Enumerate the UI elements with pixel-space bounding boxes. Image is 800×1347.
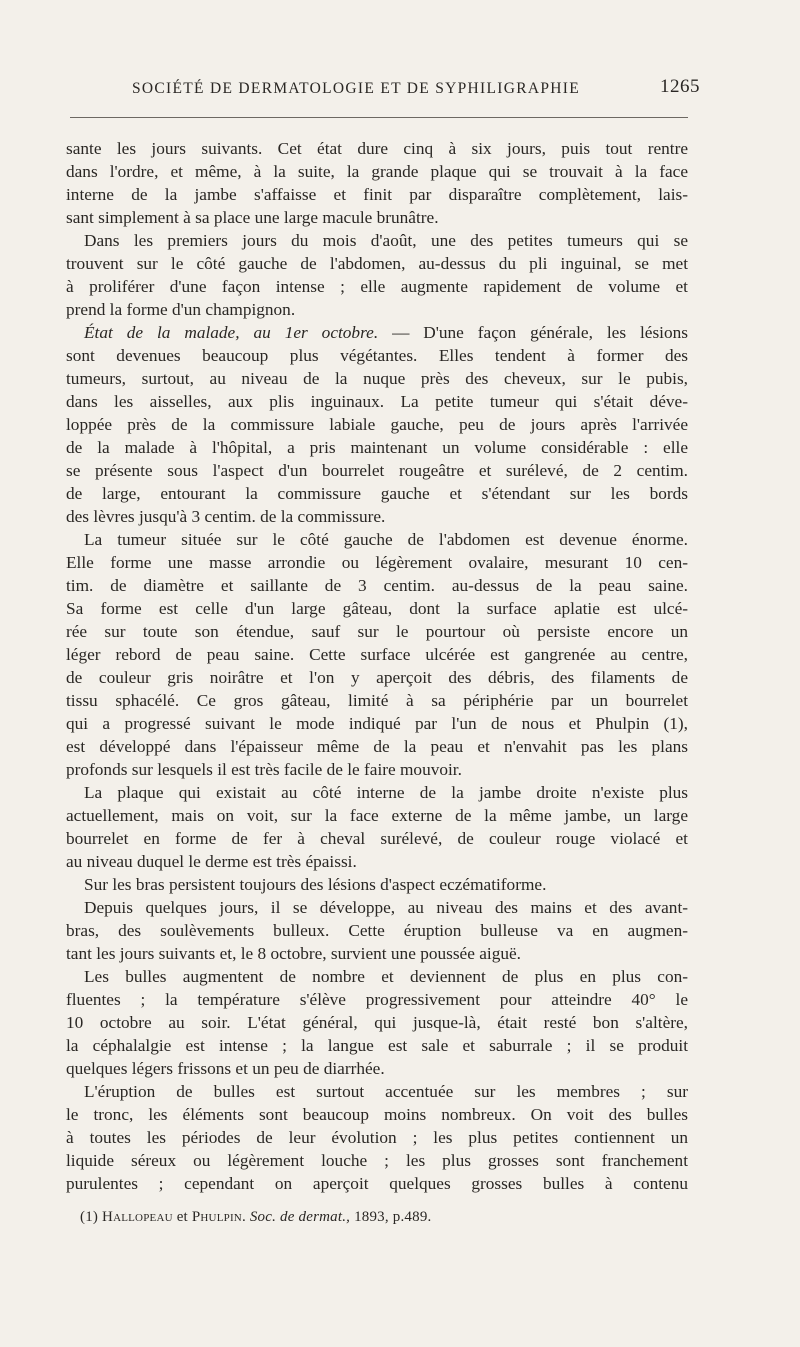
text-line: bras, des soulèvements bulleux. Cette éruption bulleuse va en augmen- (66, 921, 688, 940)
text-line: de couleur gris noirâtre et l'on y aperçoit des débris, des filaments de (66, 668, 688, 687)
footnote-author-1: Hallopeau (102, 1209, 173, 1225)
body-text (66, 137, 688, 1195)
text-line (66, 321, 688, 344)
text-line: rée sur toute son étendue, sauf sur le pourtour où persiste encore un (66, 622, 688, 641)
text-line: actuellement, mais on voit, sur la face externe de la même jambe, un large (66, 806, 688, 825)
text-line: L'éruption de bulles est surtout accentuée sur les membres ; sur (84, 1082, 688, 1101)
text-line: liquide séreux ou légèrement louche ; les plus grosses sont franchement (66, 1151, 688, 1170)
footnote-marker: (1) (80, 1209, 99, 1225)
text-line: prend la forme d'un champignon. (66, 300, 296, 319)
text-line: fluentes ; la température s'élève progressivement pour atteindre 40° le (66, 990, 688, 1009)
text-line: dans l'ordre, et même, à la suite, la grande plaque qui se trouvait à la face (66, 162, 688, 181)
text-line: tissu sphacélé. Ce gros gâteau, limité à sa périphérie par un bourrelet (66, 691, 688, 710)
text-line: trouvent sur le côté gauche de l'abdomen, au-dessus du pli inguinal, se met (66, 254, 688, 273)
italic-heading: État de la malade, au 1er octobre. (84, 323, 379, 342)
text-line: est développé dans l'épaisseur même de la peau et n'envahit pas les plans (66, 737, 688, 756)
running-header (66, 74, 700, 104)
text-line: 10 octobre au soir. L'état général, qui jusque-là, était resté bon s'altère, (66, 1013, 688, 1032)
text-line: tumeurs, surtout, au niveau de la nuque près des cheveux, sur le pubis, (66, 369, 688, 388)
footnote-conjunction: et (176, 1209, 188, 1225)
text-line: profonds sur lesquels il est très facile de le faire mouvoir. (66, 760, 462, 779)
text-line: de large, entourant la commissure gauche et s'étendant sur les bords (66, 484, 688, 503)
footnote-journal: Soc. de dermat., (249, 1209, 351, 1225)
text-line: à toutes les périodes de leur évolution ; les plus petites contiennent un (66, 1128, 688, 1147)
footnote (80, 1209, 431, 1226)
text-line: de la malade à l'hôpital, a pris maintenant un volume considérable : elle (66, 438, 688, 457)
text-line: se présente sous l'aspect d'un bourrelet rougeâtre et surélevé, de 2 centim. (66, 461, 688, 480)
footnote-reference: 1893, p.489. (354, 1209, 432, 1225)
text-line: Les bulles augmentent de nombre et deviennent de plus en plus con- (84, 967, 688, 986)
text-line: qui a progressé suivant le mode indiqué par l'un de nous et Phulpin (1), (66, 714, 688, 733)
text-line: quelques légers frissons et un peu de diarrhée. (66, 1059, 385, 1078)
text-line: dans les aisselles, aux plis inguinaux. La petite tumeur qui s'était déve- (66, 392, 688, 411)
header-rule (70, 117, 688, 118)
text-line: interne de la jambe s'affaisse et finit par disparaître complètement, lais- (66, 185, 688, 204)
text-line: purulentes ; cependant on aperçoit quelques grosses bulles à contenu (66, 1174, 688, 1193)
text-line: La plaque qui existait au côté interne de la jambe droite n'existe plus (84, 783, 688, 802)
text-line: Sa forme est celle d'un large gâteau, dont la surface aplatie est ulcé- (66, 599, 688, 618)
text-line: La tumeur située sur le côté gauche de l'abdomen est devenue énorme. (84, 530, 688, 549)
text-line: sont devenues beaucoup plus végétantes. Elles tendent à former des (66, 346, 688, 365)
footnote-author-2: Phulpin. (191, 1209, 246, 1225)
text-line: des lèvres jusqu'à 3 centim. de la commissure. (66, 507, 386, 526)
text-line: à proliférer d'une façon intense ; elle augmente rapidement de volume et (66, 277, 688, 296)
running-title: SOCIÉTÉ DE DERMATOLOGIE ET DE SYPHILIGRAPHIE (132, 80, 580, 97)
text-line: Dans les premiers jours du mois d'août, une des petites tumeurs qui se (84, 231, 688, 250)
text-line: loppée près de la commissure labiale gauche, peu de jours après l'arrivée (66, 415, 688, 434)
text-line: sant simplement à sa place une large macule brunâtre. (66, 208, 439, 227)
text-line: Depuis quelques jours, il se développe, au niveau des mains et des avant- (84, 898, 688, 917)
text-line: léger rebord de peau saine. Cette surface ulcérée est gangrenée au centre, (66, 645, 688, 664)
text-line: Sur les bras persistent toujours des lésions d'aspect eczématiforme. (84, 875, 547, 894)
text-line: sante les jours suivants. Cet état dure cinq à six jours, puis tout rentre (66, 139, 688, 158)
text-line: le tronc, les éléments sont beaucoup moins nombreux. On voit des bulles (66, 1105, 688, 1124)
text-line: Elle forme une masse arrondie ou légèrement ovalaire, mesurant 10 cen- (66, 553, 688, 572)
text-line: bourrelet en forme de fer à cheval surélevé, de couleur rouge violacé et (66, 829, 688, 848)
text-line: tim. de diamètre et saillante de 3 centim. au-dessus de la peau saine. (66, 576, 688, 595)
text-line: tant les jours suivants et, le 8 octobre, survient une poussée aiguë. (66, 944, 521, 963)
page-number: 1265 (660, 76, 700, 97)
text-line-rest: — D'une façon générale, les lésions (378, 323, 688, 342)
text-line: au niveau duquel le derme est très épaissi. (66, 852, 357, 871)
text-line: la céphalalgie est intense ; la langue est sale et saburrale ; il se produit (66, 1036, 688, 1055)
